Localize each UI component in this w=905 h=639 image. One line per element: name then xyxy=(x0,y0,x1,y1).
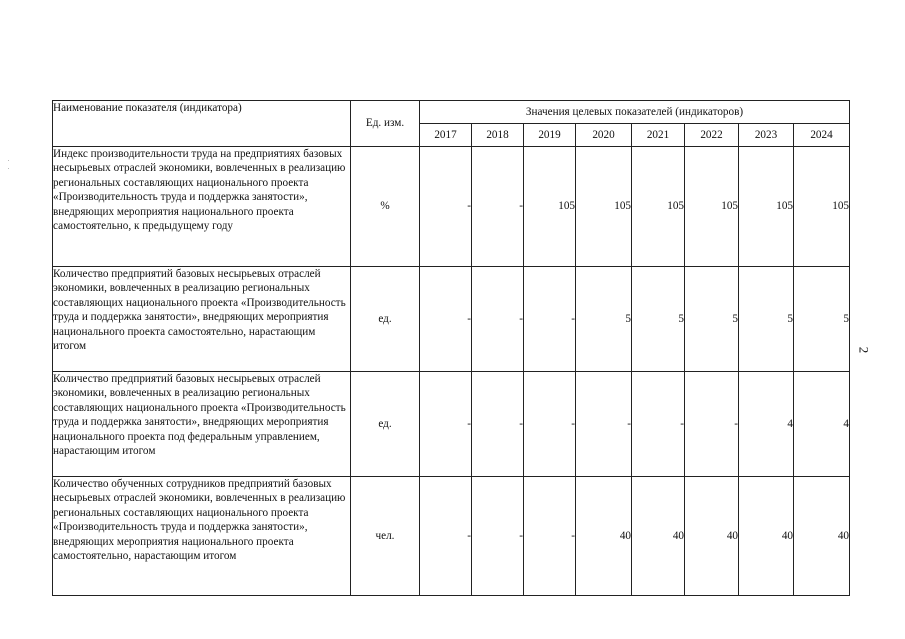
value-cell: - xyxy=(685,372,739,477)
year-header: 2024 xyxy=(794,124,850,147)
indicator-unit: % xyxy=(351,147,420,267)
scan-speck xyxy=(8,160,9,161)
value-cell: - xyxy=(420,477,472,596)
value-cell: 40 xyxy=(576,477,632,596)
table-row xyxy=(53,477,850,596)
value-cell: - xyxy=(420,147,472,267)
year-header: 2022 xyxy=(685,124,739,147)
indicator-name-header: Наименование показателя (индикатора) xyxy=(53,101,351,147)
value-cell: 5 xyxy=(632,267,685,372)
year-header: 2020 xyxy=(576,124,632,147)
value-cell: 40 xyxy=(685,477,739,596)
table-header-row xyxy=(53,101,850,124)
value-cell: 5 xyxy=(685,267,739,372)
value-cell: - xyxy=(472,477,524,596)
year-header: 2018 xyxy=(472,124,524,147)
value-cell: 4 xyxy=(739,372,794,477)
indicator-unit: ед. xyxy=(351,372,420,477)
table-row xyxy=(53,372,850,477)
page-number: 2 xyxy=(856,346,872,354)
value-cell: 4 xyxy=(794,372,850,477)
value-cell: - xyxy=(632,372,685,477)
value-cell: - xyxy=(472,267,524,372)
year-header: 2021 xyxy=(632,124,685,147)
unit-header: Ед. изм. xyxy=(351,101,420,147)
value-cell: 40 xyxy=(632,477,685,596)
value-cell: - xyxy=(524,267,576,372)
value-cell: 105 xyxy=(576,147,632,267)
scan-speck xyxy=(8,168,9,169)
indicator-name: Количество обученных сотрудников предприятий базовых несырьевых отраслей экономики, вовлеченных в реализацию региональных составляющих национального проекта «Производительность труда и поддержка занятости», внедряющих мероприятия национального проекта самостоятельно, нарастающим итогом xyxy=(53,477,351,596)
value-cell: - xyxy=(472,372,524,477)
indicator-name: Индекс производительности труда на предприятиях базовых несырьевых отраслей экономики, вовлеченных в реализацию региональных составляющих национального проекта «Производительность труда и поддержка занятости», внедряющих мероприятия национального проекта самостоятельно, к предыдущему году xyxy=(53,147,351,267)
target-values-header: Значения целевых показателей (индикаторов) xyxy=(420,101,850,124)
value-cell: - xyxy=(576,372,632,477)
value-cell: 105 xyxy=(685,147,739,267)
table-row xyxy=(53,147,850,267)
value-cell: 40 xyxy=(739,477,794,596)
value-cell: - xyxy=(420,267,472,372)
value-cell: - xyxy=(420,372,472,477)
indicator-name: Количество предприятий базовых несырьевых отраслей экономики, вовлеченных в реализацию региональных составляющих национального проекта «Производительность труда и поддержка занятости», внедряющих мероприятия национального проекта самостоятельно, нарастающим итогом xyxy=(53,267,351,372)
year-header: 2019 xyxy=(524,124,576,147)
value-cell: 105 xyxy=(739,147,794,267)
value-cell: - xyxy=(472,147,524,267)
indicators-table xyxy=(52,100,850,596)
year-header: 2023 xyxy=(739,124,794,147)
year-header: 2017 xyxy=(420,124,472,147)
value-cell: - xyxy=(524,477,576,596)
value-cell: 5 xyxy=(576,267,632,372)
value-cell: 5 xyxy=(739,267,794,372)
value-cell: - xyxy=(524,372,576,477)
indicator-unit: ед. xyxy=(351,267,420,372)
value-cell: 105 xyxy=(632,147,685,267)
value-cell: 105 xyxy=(524,147,576,267)
value-cell: 40 xyxy=(794,477,850,596)
value-cell: 5 xyxy=(794,267,850,372)
indicator-name: Количество предприятий базовых несырьевых отраслей экономики, вовлеченных в реализацию региональных составляющих национального проекта «Производительность труда и поддержка занятости», внедряющих мероприятия национального проекта под федеральным управлением, нарастающим итогом xyxy=(53,372,351,477)
value-cell: 105 xyxy=(794,147,850,267)
indicator-unit: чел. xyxy=(351,477,420,596)
table-row xyxy=(53,267,850,372)
